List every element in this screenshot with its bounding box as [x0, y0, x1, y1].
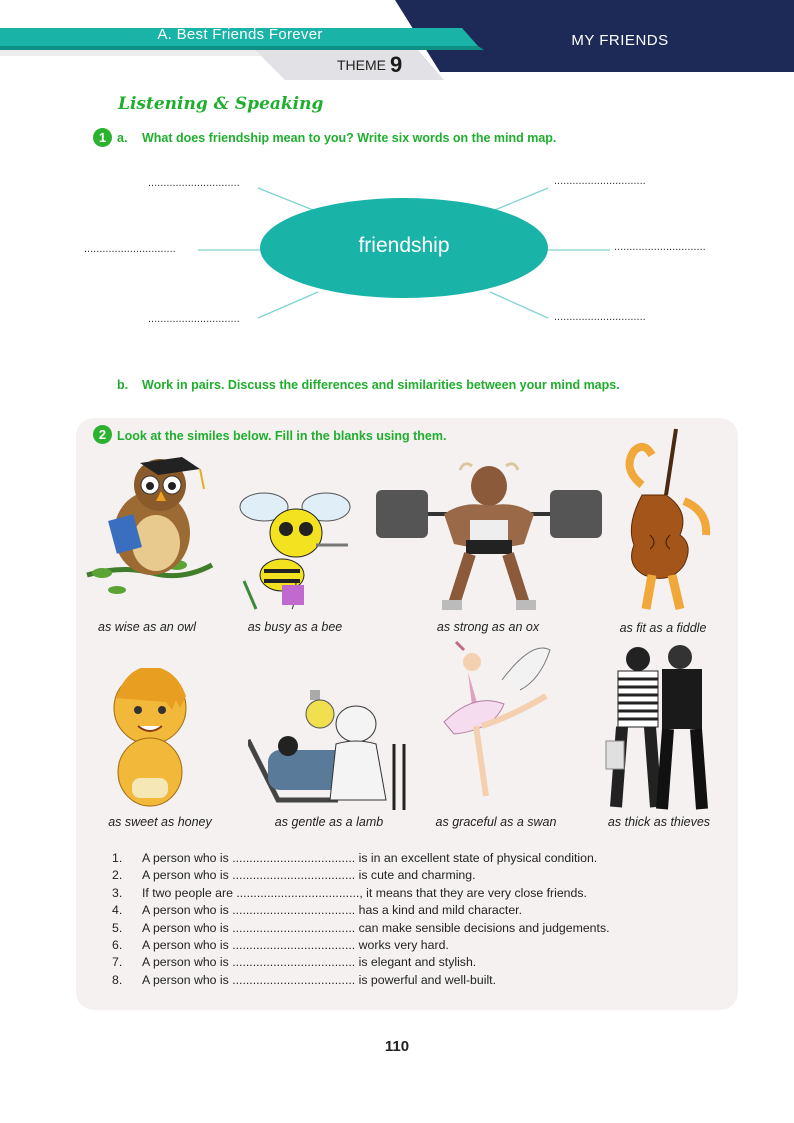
simile-caption-bee: as busy as a bee	[247, 620, 343, 634]
owl-icon	[82, 455, 222, 615]
theme-label: THEME 9	[337, 52, 403, 77]
swan-ballerina-icon	[442, 640, 554, 816]
lamb-dentist-icon	[248, 680, 420, 816]
mind-map-blank-top-right[interactable]: ..............................	[554, 175, 646, 187]
fiddle-icon	[612, 425, 712, 617]
mind-map-blank-bottom-right[interactable]: ..............................	[554, 311, 646, 323]
theme-number: 9	[390, 52, 403, 77]
simile-caption-swan: as graceful as a swan	[435, 815, 557, 829]
thieves-icon	[604, 645, 716, 815]
simile-caption-ox: as strong as an ox	[436, 620, 540, 634]
task1a-label: a.	[117, 131, 128, 145]
sentence-item[interactable]: 3. If two people are ...................................., it means that they are very close friends.	[112, 885, 587, 900]
simile-caption-fiddle: as fit as a fiddle	[619, 621, 707, 635]
sentence-item[interactable]: 7. A person who is .................................... is elegant and stylish.	[112, 955, 477, 970]
page-number: 110	[384, 1038, 410, 1055]
mind-map-blank-right[interactable]: ..............................	[614, 241, 706, 253]
simile-caption-honey: as sweet as honey	[108, 815, 212, 829]
task2-instruction: Look at the similes below. Fill in the blanks using them.	[117, 429, 447, 443]
mind-map-blank-bottom-left[interactable]: ..............................	[148, 313, 240, 325]
task1-badge: 1	[93, 128, 112, 147]
sentence-item[interactable]: 1. A person who is .................................... is in an excellent state of physical condition.	[112, 851, 598, 865]
task1b-label: b.	[117, 378, 129, 392]
sentence-item[interactable]: 5. A person who is .................................... can make sensible decisions and judgements.	[112, 920, 610, 935]
sentence-item[interactable]: 6. A person who is .................................... works very hard.	[112, 937, 449, 952]
sentence-item[interactable]: 4. A person who is .................................... has a kind and mild character.	[112, 903, 523, 918]
header-title: MY FRIENDS	[571, 32, 669, 49]
honey-baby-icon	[104, 668, 196, 814]
mind-map-center-word: friendship	[358, 234, 450, 257]
section-title: Listening & Speaking	[118, 94, 324, 114]
sentence-item[interactable]: 8. A person who is .................................... is powerful and well-built.	[112, 972, 497, 987]
task1b-instruction: Work in pairs. Discuss the differences and similarities between your mind maps.	[142, 378, 620, 392]
mind-map-blank-left[interactable]: ..............................	[84, 243, 176, 255]
simile-caption-lamb: as gentle as a lamb	[274, 815, 384, 829]
simile-caption-owl: as wise as an owl	[98, 620, 196, 634]
header-subtitle: A. Best Friends Forever	[157, 26, 323, 43]
sentence-list	[112, 850, 610, 989]
sentence-item[interactable]: 2. A person who is .................................... is cute and charming.	[112, 868, 476, 883]
task1a-instruction: What does friendship mean to you? Write six words on the mind map.	[142, 131, 557, 145]
bee-icon	[236, 485, 358, 615]
task2-badge: 2	[93, 425, 112, 444]
simile-caption-thieves: as thick as thieves	[607, 815, 711, 829]
mind-map-blank-top-left[interactable]: ..............................	[148, 177, 240, 189]
ox-icon	[374, 460, 604, 618]
